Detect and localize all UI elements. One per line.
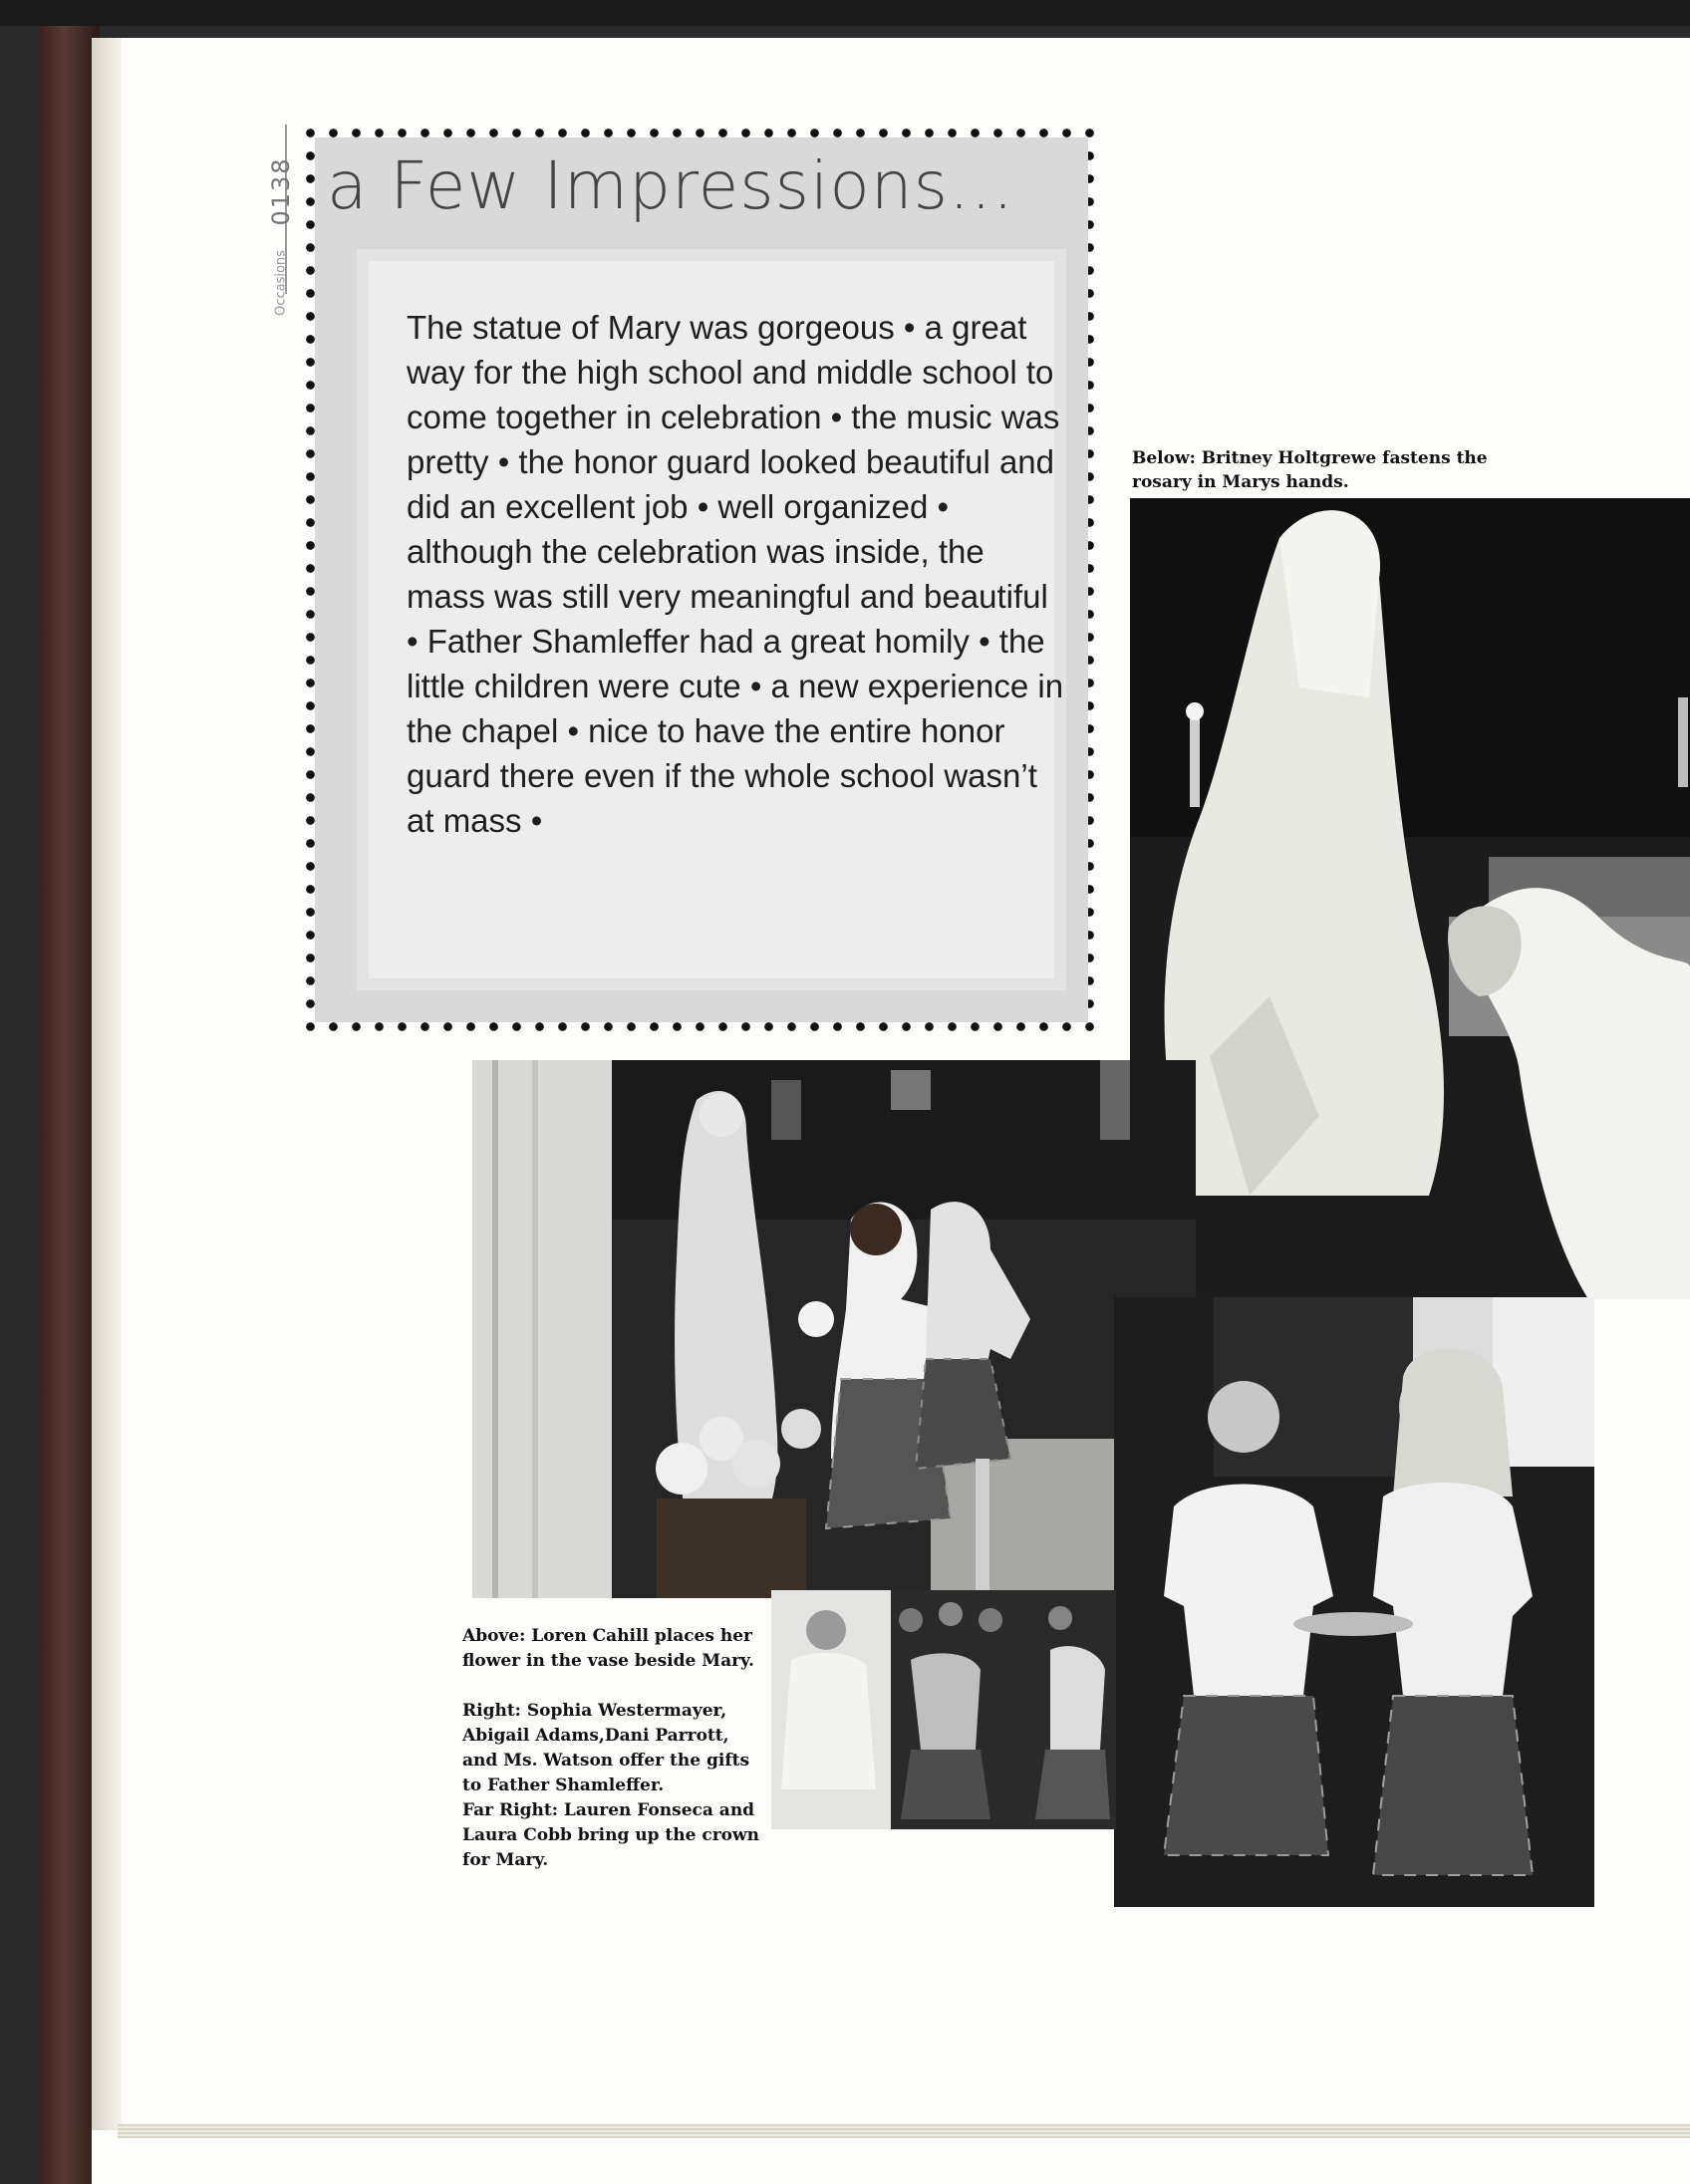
scan-top-edge	[0, 0, 1690, 26]
impressions-box	[299, 122, 1104, 1038]
caption-above: Above: Loren Cahill places her flower in the vase beside Mary.	[462, 1626, 754, 1671]
section-label: Occasions	[273, 250, 289, 316]
page-stack-edge	[118, 2124, 1690, 2138]
impressions-text: The statue of Mary was gorgeous • a great way for the high school and middle school to come together in celebration • the music was pretty • the honor guard looked beautiful and did an excellent job • well organized • although the celebration was inside, the mass was still very meaningful and beautiful • Father Shamleffer had a great homily • the little children were cute • a new experience in the chapel • nice to have the entire honor guard there even if the whole school wasn’t at mass •	[407, 309, 1064, 839]
caption-right: Right: Sophia Westermayer, Abigail Adams,Dani Parrott, and Ms. Watson offer the gifts to Father Shamleffer.	[462, 1701, 750, 1795]
gift-offering-photo	[771, 1590, 1116, 1829]
impressions-background	[315, 137, 1088, 1022]
veiled-statue-photo	[1130, 498, 1690, 1299]
folio	[261, 120, 301, 319]
page-number: 0138	[267, 156, 295, 226]
book-binding	[40, 26, 100, 2184]
impressions-panel	[357, 249, 1066, 990]
caption-below: Below: Britney Holtgrewe fastens the rosary in Marys hands.	[1132, 448, 1488, 492]
crown-bearers-photo	[1114, 1297, 1594, 1907]
flower-placing-photo	[472, 1060, 1196, 1598]
page-gutter	[92, 38, 122, 2130]
impressions-title: a Few Impressions...	[327, 147, 1014, 224]
caption-far-right: Far Right: Lauren Fonseca and Laura Cobb bring up the crown for Mary.	[462, 1800, 759, 1870]
